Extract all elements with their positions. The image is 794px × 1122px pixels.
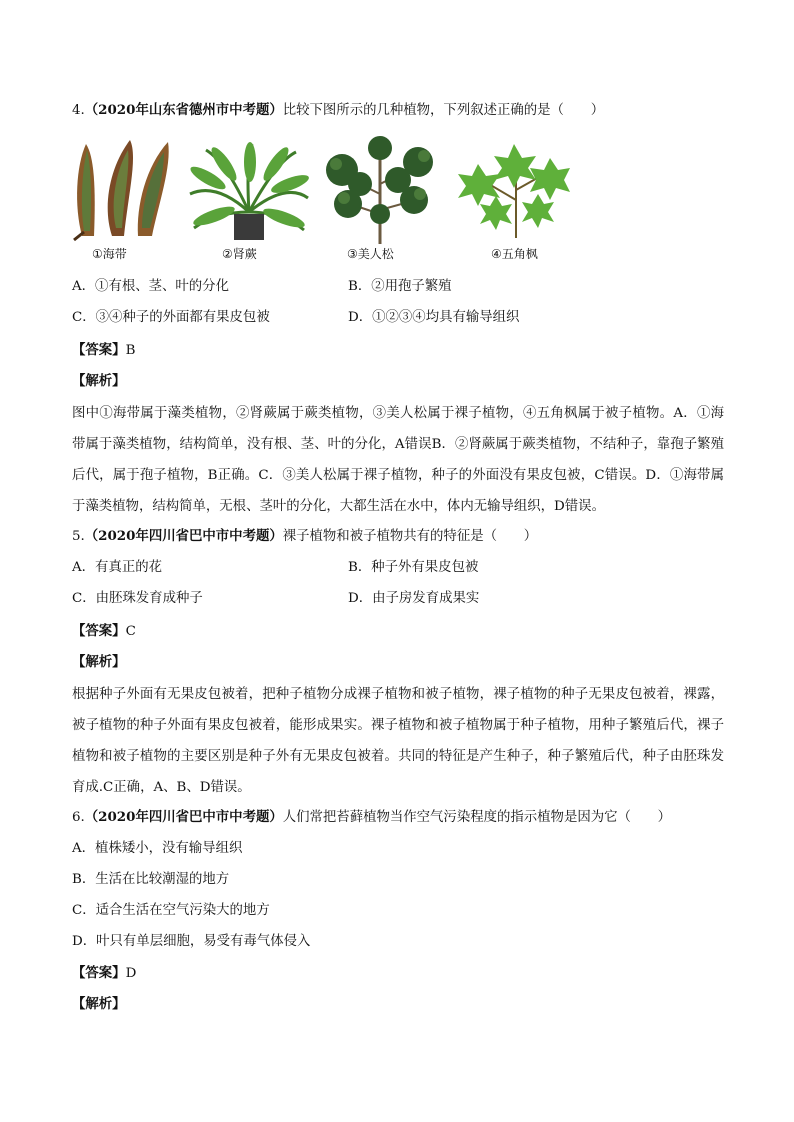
answer-value: B	[125, 343, 136, 358]
question-6-option-b: B．生活在比较潮湿的地方	[72, 872, 230, 887]
fern-caption: ②肾蕨	[222, 247, 257, 261]
question-4-option-a: A．①有根、茎、叶的分化	[72, 279, 229, 294]
answer-label: 【答案】	[72, 342, 126, 358]
pine-illustration-icon	[320, 134, 440, 250]
answer-label: 【答案】	[72, 965, 126, 981]
question-5-number: 5.	[72, 529, 85, 544]
question-6-option-c: C．适合生活在空气污染大的地方	[72, 903, 270, 918]
answer-label: 【答案】	[72, 623, 126, 639]
question-6-option-a: A．植株矮小，没有输导组织	[72, 841, 243, 856]
maple-illustration-icon	[456, 140, 572, 244]
answer-value: C	[125, 624, 136, 639]
question-4-number: 4.	[72, 103, 85, 118]
question-6-source: （2020年四川省巴中市中考题）	[84, 809, 283, 825]
question-5-source: （2020年四川省巴中市中考题）	[84, 528, 283, 544]
question-4-analysis: 图中①海带属于藻类植物，②肾蕨属于蕨类植物，③美人松属于裸子植物，④五角枫属于被子植物。A．①海带属于藻类植物，结构简单，没有根、茎、叶的分化，A错误B．②肾蕨属于蕨类植物，不结种子，靠孢子繁殖后代，属于孢子植物，B正确。C．③美人松属于裸子植物，种子的外面没有果皮包被，C错误。D．①海带属于藻类植物，结构简单，无根、茎叶的分化，大都生活在水中，体内无输导组织，D错误。	[72, 406, 724, 514]
question-6-text: 人们常把苔藓植物当作空气污染程度的指示植物是因为它（ ）	[282, 810, 672, 825]
kelp-illustration-icon	[72, 136, 176, 246]
fern-illustration-icon	[186, 142, 312, 246]
pine-caption: ③美人松	[347, 247, 394, 261]
analysis-label: 【解析】	[72, 654, 126, 670]
question-5-analysis-label	[72, 653, 126, 672]
kelp-caption: ①海带	[92, 247, 127, 261]
question-6-answer	[72, 964, 136, 983]
question-5-stem	[72, 527, 537, 546]
maple-caption: ④五角枫	[491, 247, 538, 261]
question-5-option-a: A．有真正的花	[72, 560, 163, 575]
question-6-number: 6.	[72, 810, 85, 825]
question-4-option-c: C．③④种子的外面都有果皮包被	[72, 310, 270, 325]
question-5-option-b: B．种子外有果皮包被	[348, 560, 479, 575]
question-5-text: 裸子植物和被子植物共有的特征是（ ）	[282, 529, 538, 544]
analysis-label: 【解析】	[72, 996, 126, 1012]
question-4-option-d: D．①②③④均具有输导组织	[348, 310, 520, 325]
answer-value: D	[125, 966, 137, 981]
question-4-analysis-label	[72, 372, 126, 391]
question-4-option-b: B．②用孢子繁殖	[348, 279, 452, 294]
question-5-answer	[72, 622, 136, 641]
analysis-label: 【解析】	[72, 373, 126, 389]
question-5-analysis: 根据种子外面有无果皮包被着，把种子植物分成裸子植物和被子植物，裸子植物的种子无果皮包被着，裸露，被子植物的种子外面有果皮包被着，能形成果实。裸子植物和被子植物属于种子植物，用种子繁殖后代，裸子植物和被子植物的主要区别是种子外有无果皮包被着。共同的特征是产生种子，种子繁殖后代，种子由胚珠发育成.C正确，A、B、D错误。	[72, 687, 724, 795]
question-6-stem	[72, 808, 671, 827]
question-4-answer	[72, 341, 135, 360]
question-4-text: 比较下图所示的几种植物，下列叙述正确的是（ ）	[282, 103, 605, 118]
question-5-option-d: D．由子房发育成果实	[348, 591, 480, 606]
question-6-option-d: D．叶只有单层细胞，易受有毒气体侵入	[72, 934, 311, 949]
question-4-stem	[72, 101, 604, 120]
question-6-analysis-label	[72, 995, 126, 1014]
question-4-source: （2020年山东省德州市中考题）	[84, 102, 283, 118]
question-5-option-c: C．由胚珠发育成种子	[72, 591, 203, 606]
